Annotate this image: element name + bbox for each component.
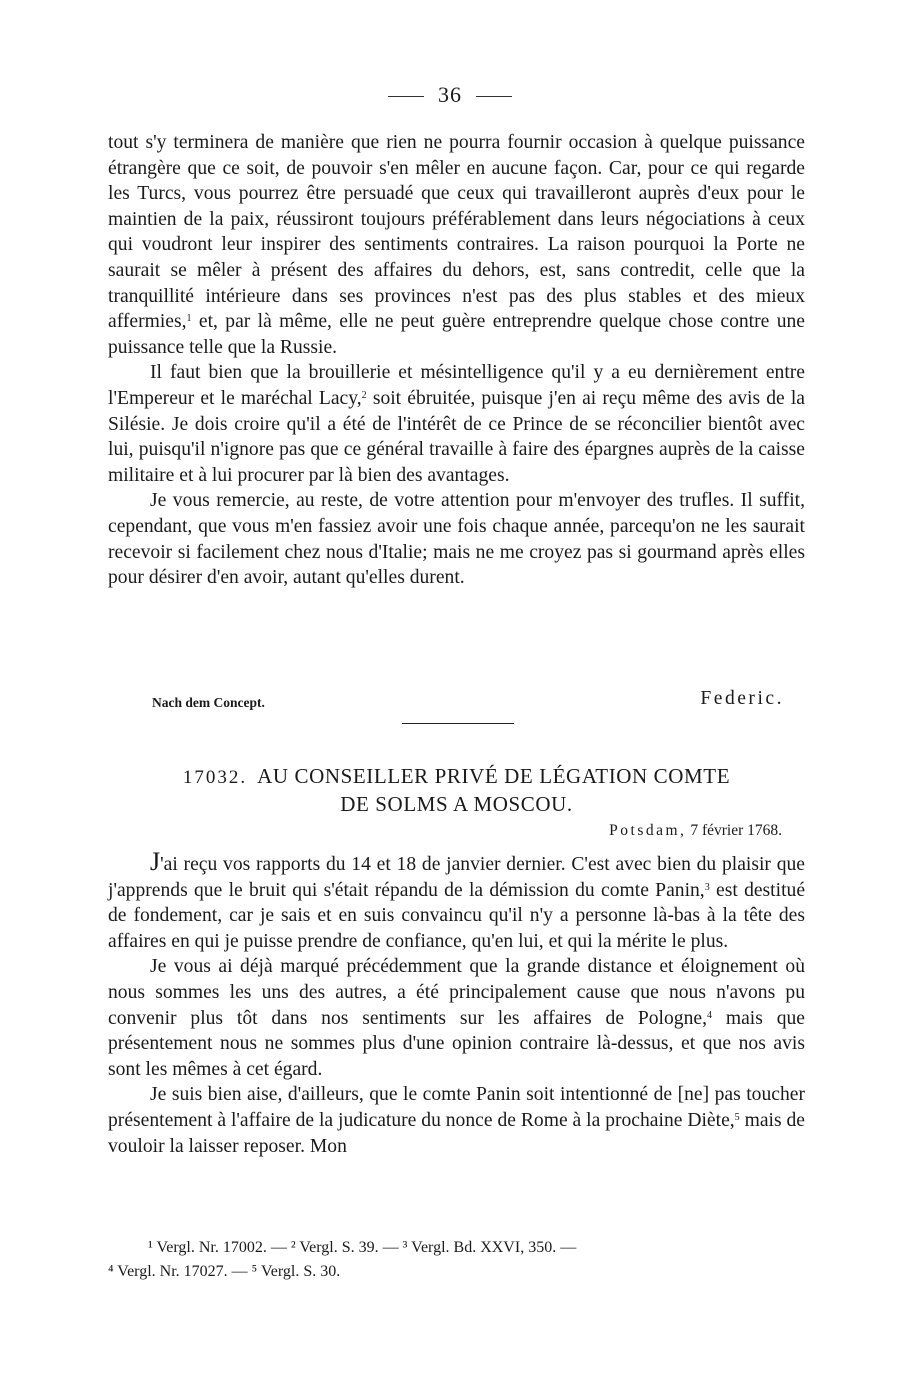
paragraph-text: 'ai reçu vos rapports du 14 et 18 de janvier dernier. C'est avec bien du plaisir que j'apprends que le bruit qui s'était répandu de la démission du comte Panin, [108,854,805,901]
footnote-line: ⁴ Vergl. Nr. 17027. — ⁵ Vergl. S. 30. [108,1263,341,1280]
paragraph-text: Je vous ai déjà marqué précédemment que la grande distance et éloignement où nous sommes les uns des autres, a été principalement cause que nous n'avons pu convenir plus tôt dans nos sentiments sur les affaires de Pologne, [108,956,805,1029]
paragraph [108,954,805,1082]
footnote-line: ¹ Vergl. Nr. 17002. — ² Vergl. S. 39. — ³ Vergl. Bd. XXVI, 350. — [148,1239,577,1256]
page-number: 36 [438,82,462,107]
signature: Federic. [700,688,784,709]
paragraph [108,130,805,360]
paragraph-text: soit ébruitée, puisque j'en ai reçu même des avis de la Silésie. Je dois croire qu'il a été de l'intérêt de ce Prince de se réconcilier bientôt avec lui, puisqu'il n'ignore pas que ce général travaille à faire des épargnes auprès de la caisse militaire et à lui procurer par là bien des avantages. [108,387,806,486]
paragraph [108,849,805,954]
place: Potsdam, [609,822,687,839]
paragraph-text: et, par là même, elle ne peut guère entreprendre quelque chose contre une puissance telle que la Russie. [108,311,805,358]
source-row [152,688,784,714]
paragraph: Je vous remercie, au reste, de votre attention pour m'envoyer des trufles. Il suffit, cependant, que vous m'en fassiez avoir une fois chaque année, parcequ'on ne les saurait recevoir si facilement chez nous d'Italie; mais ne me croyez pas si gourmand après elles pour désirer d'en avoir, autant qu'elles durent. [108,490,805,589]
footnote-ref[interactable]: 2 [361,389,367,401]
paragraph-text: mais que présentement nous ne sommes plus d'une opinion contraire là-dessus, et que nos avis sont les mêmes à cet égard. [108,1007,805,1080]
footnote-ref[interactable]: 4 [707,1009,712,1021]
paragraph [108,360,805,488]
letter-body [108,849,805,1159]
source-note: Nach dem Concept. [152,695,265,710]
date: 7 février 1768. [690,822,782,839]
footnote-ref[interactable]: 5 [734,1111,740,1123]
footnote-ref[interactable]: 3 [704,881,710,893]
document-title-line1: AU CONSEILLER PRIVÉ DE LÉGATION COMTE [257,764,731,788]
paragraph-text: est destitué de fondement, car je sais et en suis convaincu qu'il n'y a personne là-bas à la tête des affaires en qui je puisse prendre de confiance, qu'en lui, et qui la mérite le plus. [108,879,806,952]
paragraph [108,1082,805,1159]
document-title-line2: DE SOLMS A MOSCOU. [340,792,573,816]
document-heading [108,763,805,818]
paragraph-text: Je suis bien aise, d'ailleurs, que le comte Panin soit intentionné de [ne] pas toucher présentement à l'affaire de la judicature du nonce de Rome à la prochaine Diète, [108,1084,805,1131]
paragraph-text: Il faut bien que la brouillerie et mésintelligence qu'il y a eu dernièrement entre l'Empereur et le maréchal Lacy, [108,362,805,409]
document-number: 17032. [182,767,248,788]
page-header [0,82,900,108]
paragraph-text: tout s'y terminera de manière que rien ne pourra fournir occasion à quelque puissance étrangère que ce soit, de pouvoir s'en mêler en aucune façon. Car, pour ce qui regarde les Turcs, vous pourrez être persuadé que ceux qui travailleront auprès d'eux pour le maintien de la paix, réussiront toujours préférablement dans leurs négociations à ceux qui voudront leur inspirer des sentiments contraires. La raison pourquoi la Porte ne saurait se mêler à présent des affaires du dehors, est, sans contredit, celle que la tranquillité intérieure dans ses provinces n'est pas des plus stables et des mieux affermies, [108,132,805,333]
paragraph-text: mais de vouloir la laisser reposer. Mon [108,1109,805,1157]
footnotes [108,1236,805,1284]
header-dash-right [476,96,512,97]
letter-continuation [108,130,805,591]
date-line [609,822,782,840]
section-divider [402,723,514,724]
footnote-ref[interactable]: 1 [186,313,192,325]
header-dash-left [388,96,424,97]
initial-letter: J [150,847,161,876]
